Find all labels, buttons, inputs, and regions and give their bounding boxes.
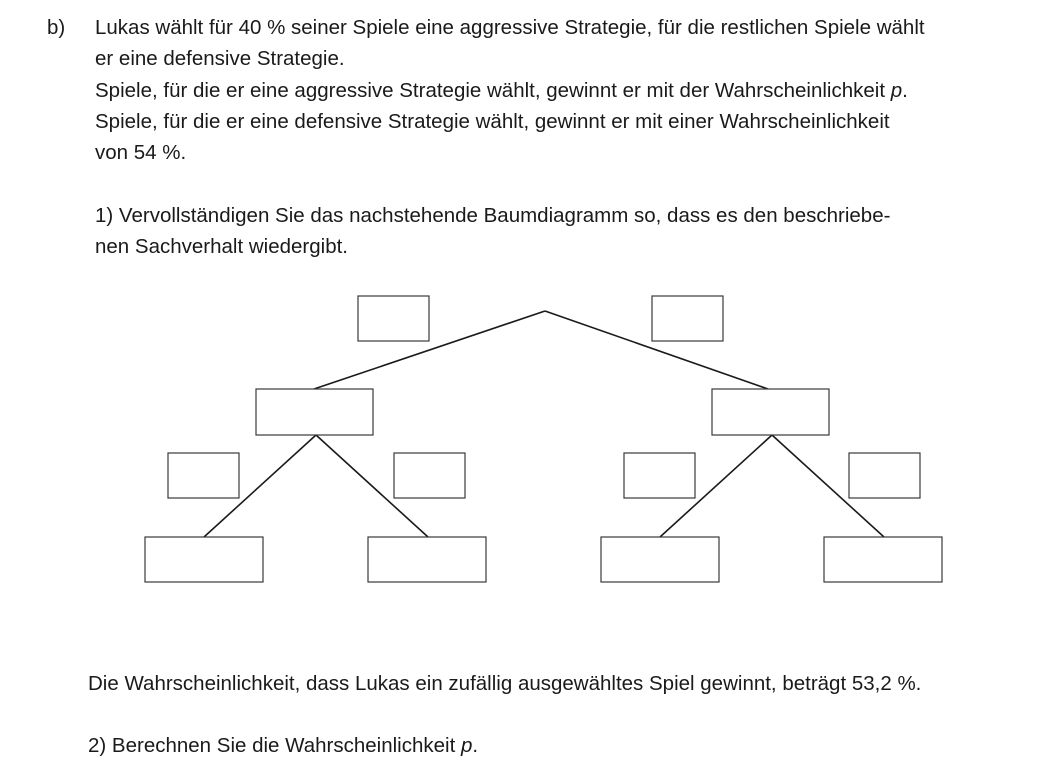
probability-box-root-left[interactable] <box>358 296 429 341</box>
question-2-text: 2) Berechnen Sie die Wahrscheinlichkeit <box>88 734 461 757</box>
intro-line-4: Spiele, für die er eine defensive Strategie wählt, gewinnt er mit einer Wahrscheinlichkeit <box>95 110 890 133</box>
event-box-right-left[interactable] <box>601 537 719 582</box>
event-box-right[interactable] <box>712 389 829 435</box>
probability-box-root-right[interactable] <box>652 296 723 341</box>
probability-box-right-left[interactable] <box>624 453 695 498</box>
event-box-left[interactable] <box>256 389 373 435</box>
part-label: b) <box>47 16 66 39</box>
question-2 <box>88 730 478 761</box>
question-2-variable-p: p <box>460 734 473 757</box>
event-box-right-right[interactable] <box>824 537 942 582</box>
intro-line-3-text: Spiele, für die er eine aggressive Strategie wählt, gewinnt er mit der Wahrscheinlichkeit <box>95 79 891 102</box>
intro-line-5: von 54 %. <box>95 141 187 164</box>
event-box-left-left[interactable] <box>145 537 263 582</box>
probability-box-left-left[interactable] <box>168 453 239 498</box>
question-2-end: . <box>472 734 479 757</box>
intro-line-3-end: . <box>902 79 908 102</box>
question-1-line-2: nen Sachverhalt wiedergibt. <box>95 235 348 258</box>
variable-p: p <box>890 79 903 102</box>
result-statement: Die Wahrscheinlichkeit, dass Lukas ein zufällig ausgewähltes Spiel gewinnt, beträgt 53,2 %. <box>88 672 922 695</box>
question-1-line-1: 1) Vervollständigen Sie das nachstehende Baumdiagramm so, dass es den beschriebe- <box>95 204 891 227</box>
event-box-left-right[interactable] <box>368 537 486 582</box>
probability-box-left-right[interactable] <box>394 453 465 498</box>
probability-box-right-right[interactable] <box>849 453 920 498</box>
intro-line-1: Lukas wählt für 40 % seiner Spiele eine aggressive Strategie, für die restlichen Spiele wählt <box>95 16 925 39</box>
intro-line-2: er eine defensive Strategie. <box>95 47 345 70</box>
